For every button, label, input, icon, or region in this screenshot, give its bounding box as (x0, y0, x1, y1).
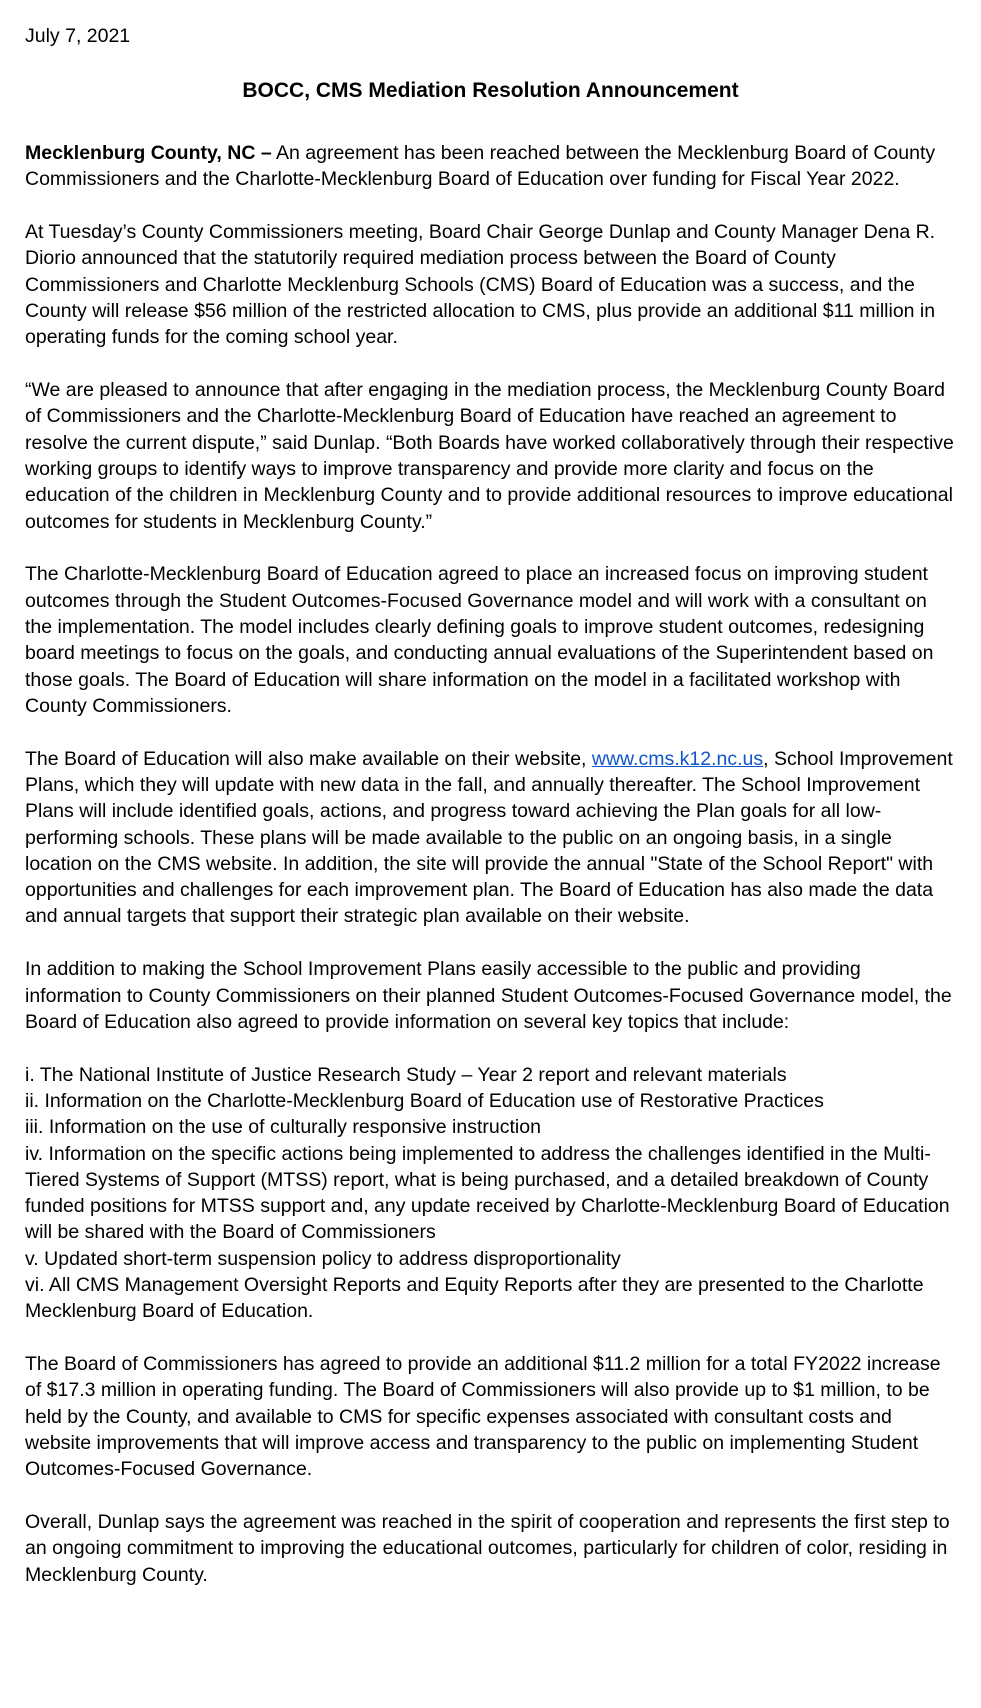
list-item: ii. Information on the Charlotte-Mecklenburg Board of Education use of Restorative Practices (25, 1089, 824, 1112)
improvement-plans-text-before: The Board of Education will also make available on their website, (25, 747, 592, 770)
closing-paragraph: Overall, Dunlap says the agreement was reached in the spirit of cooperation and represents the first step to an ongoing commitment to improving the educational outcomes, particularly for children of color, residing in Mecklenburg County. (25, 1511, 950, 1586)
list-item: iv. Information on the specific actions being implemented to address the challenges identified in the Multi-Tiered Systems of Support (MTSS) report, what is being purchased, and a detailed breakdown of County funded positions for MTSS support and, any update received by Charlotte-Mecklenburg Board of Education will be shared with the Board of Commissioners (25, 1142, 950, 1244)
press-release-date: July 7, 2021 (25, 25, 131, 47)
funding-paragraph: The Board of Commissioners has agreed to provide an additional $11.2 million for a total FY2022 increase of $17.3 million in operating funding. The Board of Commissioners will also provide up to $1 million, to be held by the County, and available to CMS for specific expenses associated with consultant costs and website improvements that will improve access and transparency to the public on implementing Student Outcomes-Focused Governance. (25, 1353, 941, 1481)
list-item: v. Updated short-term suspension policy to address disproportionality (25, 1247, 621, 1270)
press-release-title: BOCC, CMS Mediation Resolution Announcement (242, 79, 739, 102)
intro-text: An agreement has been reached between the Mecklenburg Board of County Commissioners and the Charlotte-Mecklenburg Board of Education over funding for Fiscal Year 2022. (25, 142, 936, 191)
key-topics-intro-paragraph: In addition to making the School Improvement Plans easily accessible to the public and providing information to County Commissioners on their planned Student Outcomes-Focused Governance model, the Board of Education also agreed to provide information on several key topics that include: (25, 958, 952, 1033)
list-item: vi. All CMS Management Oversight Reports and Equity Reports after they are presented to the Charlotte Mecklenburg Board of Education. (25, 1273, 924, 1323)
intro-paragraph (25, 140, 955, 193)
cms-website-link[interactable]: www.cms.k12.nc.us (591, 747, 764, 770)
key-topics-list (25, 1062, 955, 1325)
dunlap-quote-paragraph: “We are pleased to announce that after engaging in the mediation process, the Mecklenburg County Board of Commissioners and the Charlotte-Mecklenburg Board of Education have reached an agreement to resolve the current dispute,” said Dunlap. “Both Boards have worked collaboratively through their respective working groups to identify ways to improve transparency and provide more clarity and focus on the education of the children in Mecklenburg County and to provide additional resources to improve educational outcomes for students in Mecklenburg County.” (25, 379, 954, 533)
meeting-announcement-paragraph: At Tuesday’s County Commissioners meeting, Board Chair George Dunlap and County Manager Dena R. Diorio announced that the statutorily required mediation process between the Board of County Commissioners and Charlotte Mecklenburg Schools (CMS) Board of Education was a success, and the County will release $56 million of the restricted allocation to CMS, plus provide an additional $11 million in operating funds for the coming school year. (25, 221, 936, 349)
dateline: Mecklenburg County, NC – (25, 142, 272, 164)
improvement-plans-text-after: , School Improvement Plans, which they will update with new data in the fall, and annually thereafter. The School Improvement Plans will include identified goals, actions, and progress toward achieving the Plan goals for all low-performing schools. These plans will be made available to the public on an ongoing basis, in a single location on the CMS website. In addition, the site will provide the annual "State of the School Report" with opportunities and challenges for each improvement plan. The Board of Education has also made the data and annual targets that support their strategic plan available on their website. (25, 747, 953, 928)
list-item: i. The National Institute of Justice Research Study – Year 2 report and relevant materials (25, 1063, 787, 1086)
list-item: iii. Information on the use of culturally responsive instruction (25, 1116, 541, 1139)
governance-model-paragraph: The Charlotte-Mecklenburg Board of Education agreed to place an increased focus on improving student outcomes through the Student Outcomes-Focused Governance model and will work with a consultant on the implementation. The model includes clearly defining goals to improve student outcomes, redesigning board meetings to focus on the goals, and conducting annual evaluations of the Superintendent based on those goals. The Board of Education will share information on the model in a facilitated workshop with County Commissioners. (25, 563, 934, 717)
press-release-body (25, 140, 955, 1614)
improvement-plans-paragraph (25, 746, 955, 930)
